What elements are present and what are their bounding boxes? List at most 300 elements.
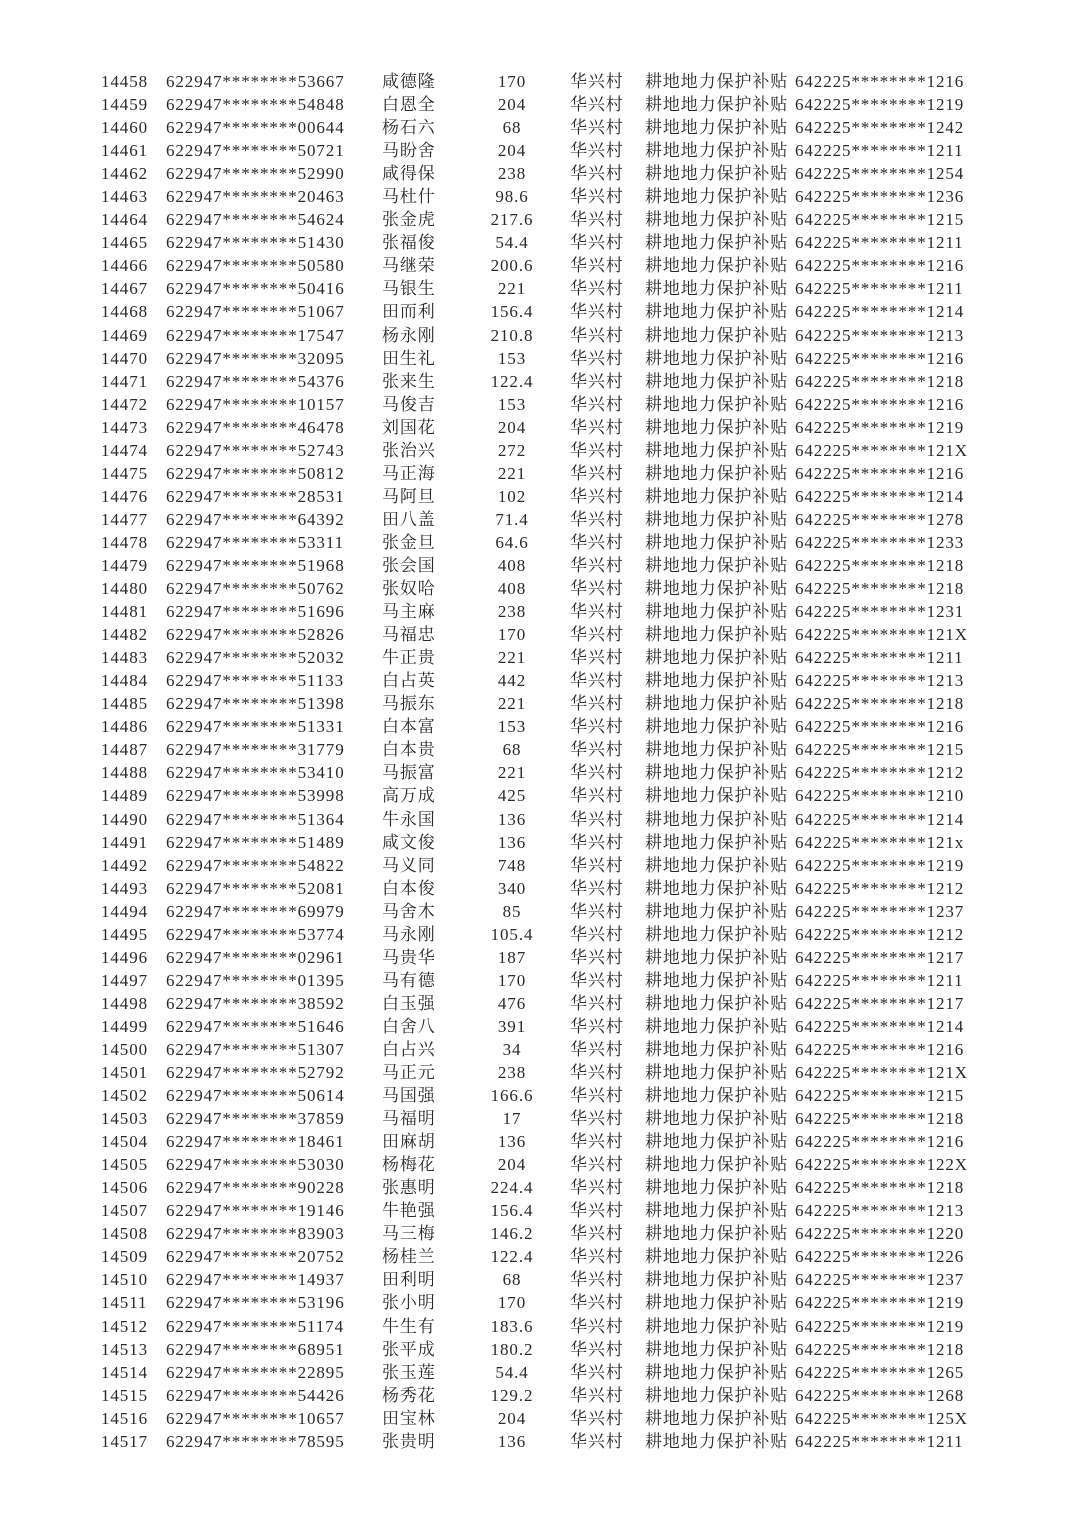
row-number-cell: 14471 [101, 371, 148, 391]
table-row [0, 1199, 1074, 1222]
account-cell: 642225********1211 [795, 970, 964, 990]
amount-cell: 68 [502, 118, 522, 138]
row-number-cell: 14462 [101, 164, 148, 184]
village-cell: 华兴村 [570, 832, 624, 852]
account-cell: 642225********1218 [795, 579, 965, 599]
id-number-cell: 622947********51174 [166, 1316, 344, 1336]
village-cell: 华兴村 [570, 970, 624, 990]
table-row [0, 1384, 1074, 1407]
program-cell: 耕地地力保护补贴 [645, 141, 789, 161]
id-number-cell: 622947********32095 [166, 348, 345, 368]
id-number-cell: 622947********22895 [166, 1362, 345, 1382]
table-row [0, 900, 1074, 923]
id-number-cell: 622947********53410 [166, 763, 345, 783]
row-number-cell: 14481 [101, 602, 148, 622]
row-number-cell: 14463 [101, 187, 148, 207]
amount-cell: 272 [497, 440, 527, 460]
row-number-cell: 14493 [101, 878, 148, 898]
row-number-cell: 14459 [101, 95, 148, 115]
id-number-cell: 622947********50762 [166, 579, 345, 599]
account-cell: 642225********1212 [795, 924, 965, 944]
account-cell: 642225********1219 [795, 1293, 965, 1313]
name-cell: 张会国 [382, 555, 436, 575]
amount-cell: 136 [497, 1431, 527, 1451]
id-number-cell: 622947********10657 [166, 1408, 345, 1428]
program-cell: 耕地地力保护补贴 [645, 302, 789, 322]
amount-cell: 748 [497, 855, 527, 875]
name-cell: 马主麻 [382, 602, 436, 622]
amount-cell: 204 [497, 1155, 527, 1175]
account-cell: 642225********1213 [795, 1201, 965, 1221]
name-cell: 杨石六 [382, 118, 436, 138]
account-cell: 642225********1214 [795, 1016, 965, 1036]
amount-cell: 408 [497, 579, 527, 599]
id-number-cell: 622947********53998 [166, 786, 345, 806]
account-cell: 642225********1218 [795, 694, 965, 714]
id-number-cell: 622947********20463 [166, 187, 345, 207]
table-row [0, 231, 1074, 254]
table-row [0, 808, 1074, 831]
amount-cell: 221 [497, 763, 527, 783]
account-cell: 642225********1217 [795, 947, 965, 967]
account-cell: 642225********1237 [795, 1270, 965, 1290]
account-cell: 642225********1216 [795, 394, 965, 414]
table-row [0, 93, 1074, 116]
row-number-cell: 14472 [101, 394, 148, 414]
id-number-cell: 622947********38592 [166, 993, 345, 1013]
name-cell: 白本贵 [382, 740, 436, 760]
name-cell: 白占英 [382, 671, 436, 691]
account-cell: 642225********1211 [795, 1431, 964, 1451]
id-number-cell: 622947********53030 [166, 1155, 345, 1175]
table-row [0, 300, 1074, 323]
row-number-cell: 14514 [101, 1362, 148, 1382]
village-cell: 华兴村 [570, 1362, 624, 1382]
id-number-cell: 622947********51307 [166, 1039, 345, 1059]
table-row [0, 485, 1074, 508]
table-row [0, 508, 1074, 531]
village-cell: 华兴村 [570, 1201, 624, 1221]
amount-cell: 153 [497, 717, 527, 737]
row-number-cell: 14502 [101, 1086, 148, 1106]
table-row [0, 370, 1074, 393]
row-number-cell: 14470 [101, 348, 148, 368]
table-row [0, 969, 1074, 992]
row-number-cell: 14509 [101, 1247, 148, 1267]
program-cell: 耕地地力保护补贴 [645, 1247, 789, 1267]
program-cell: 耕地地力保护补贴 [645, 970, 789, 990]
table-row [0, 600, 1074, 623]
account-cell: 642225********1219 [795, 95, 965, 115]
program-cell: 耕地地力保护补贴 [645, 993, 789, 1013]
program-cell: 耕地地力保护补贴 [645, 671, 789, 691]
program-cell: 耕地地力保护补贴 [645, 532, 789, 552]
account-cell: 642225********1216 [795, 717, 965, 737]
id-number-cell: 622947********50812 [166, 463, 345, 483]
program-cell: 耕地地力保护补贴 [645, 625, 789, 645]
table-row [0, 1176, 1074, 1199]
row-number-cell: 14465 [101, 233, 148, 253]
table-row [0, 738, 1074, 761]
amount-cell: 442 [497, 671, 527, 691]
amount-cell: 166.6 [490, 1086, 534, 1106]
village-cell: 华兴村 [570, 740, 624, 760]
amount-cell: 68 [502, 1270, 522, 1290]
id-number-cell: 622947********46478 [166, 417, 345, 437]
row-number-cell: 14476 [101, 486, 148, 506]
row-number-cell: 14501 [101, 1063, 148, 1083]
id-number-cell: 622947********50721 [166, 141, 345, 161]
id-number-cell: 622947********17547 [166, 325, 345, 345]
amount-cell: 217.6 [490, 210, 534, 230]
name-cell: 咸文俊 [382, 832, 436, 852]
program-cell: 耕地地力保护补贴 [645, 1385, 789, 1405]
program-cell: 耕地地力保护补贴 [645, 1293, 789, 1313]
account-cell: 642225********1216 [795, 256, 965, 276]
table-row [0, 277, 1074, 300]
amount-cell: 170 [497, 72, 527, 91]
name-cell: 马福忠 [382, 625, 436, 645]
table-row [0, 692, 1074, 715]
amount-cell: 238 [497, 164, 527, 184]
account-cell: 642225********122X [795, 1155, 968, 1175]
village-cell: 华兴村 [570, 1178, 624, 1198]
name-cell: 咸得保 [382, 164, 436, 184]
name-cell: 马三梅 [382, 1224, 436, 1244]
row-number-cell: 14486 [101, 717, 148, 737]
account-cell: 642225********1215 [795, 210, 965, 230]
account-cell: 642225********1212 [795, 763, 965, 783]
table-row [0, 992, 1074, 1015]
program-cell: 耕地地力保护补贴 [645, 832, 789, 852]
name-cell: 张玉莲 [382, 1362, 436, 1382]
amount-cell: 170 [497, 1293, 527, 1313]
account-cell: 642225********1218 [795, 371, 965, 391]
name-cell: 牛正贵 [382, 648, 436, 668]
name-cell: 田生礼 [382, 348, 436, 368]
name-cell: 马杜什 [382, 187, 436, 207]
id-number-cell: 622947********54848 [166, 95, 345, 115]
amount-cell: 340 [497, 878, 527, 898]
table-row [0, 439, 1074, 462]
name-cell: 高万成 [382, 786, 436, 806]
row-number-cell: 14494 [101, 901, 148, 921]
id-number-cell: 622947********51398 [166, 694, 345, 714]
table-row [0, 1107, 1074, 1130]
row-number-cell: 14468 [101, 302, 148, 322]
name-cell: 马正元 [382, 1063, 436, 1083]
amount-cell: 68 [502, 740, 522, 760]
account-cell: 642225********1278 [795, 509, 965, 529]
id-number-cell: 622947********54624 [166, 210, 345, 230]
id-number-cell: 622947********53196 [166, 1293, 345, 1313]
table-row [0, 116, 1074, 139]
row-number-cell: 14503 [101, 1109, 148, 1129]
village-cell: 华兴村 [570, 233, 624, 253]
amount-cell: 200.6 [490, 256, 534, 276]
row-number-cell: 14487 [101, 740, 148, 760]
id-number-cell: 622947********83903 [166, 1224, 345, 1244]
program-cell: 耕地地力保护补贴 [645, 486, 789, 506]
amount-cell: 204 [497, 1408, 527, 1428]
village-cell: 华兴村 [570, 279, 624, 299]
amount-cell: 224.4 [490, 1178, 534, 1198]
account-cell: 642225********1226 [795, 1247, 965, 1267]
id-number-cell: 622947********51696 [166, 602, 345, 622]
amount-cell: 187 [497, 947, 527, 967]
village-cell: 华兴村 [570, 164, 624, 184]
account-cell: 642225********1216 [795, 1132, 965, 1152]
id-number-cell: 622947********78595 [166, 1431, 345, 1451]
row-number-cell: 14506 [101, 1178, 148, 1198]
subsidy-table [0, 70, 1074, 1453]
id-number-cell: 622947********51646 [166, 1016, 345, 1036]
name-cell: 马舍木 [382, 901, 436, 921]
row-number-cell: 14491 [101, 832, 148, 852]
table-row [0, 324, 1074, 347]
village-cell: 华兴村 [570, 993, 624, 1013]
table-row [0, 254, 1074, 277]
table-row [0, 761, 1074, 784]
id-number-cell: 622947********18461 [166, 1132, 345, 1152]
account-cell: 642225********1211 [795, 233, 964, 253]
name-cell: 马永刚 [382, 924, 436, 944]
name-cell: 马有德 [382, 970, 436, 990]
row-number-cell: 14482 [101, 625, 148, 645]
table-row [0, 531, 1074, 554]
amount-cell: 85 [502, 901, 522, 921]
program-cell: 耕地地力保护补贴 [645, 809, 789, 829]
account-cell: 642225********1213 [795, 325, 965, 345]
id-number-cell: 622947********54376 [166, 371, 345, 391]
name-cell: 张惠明 [382, 1178, 436, 1198]
village-cell: 华兴村 [570, 1039, 624, 1059]
table-row [0, 462, 1074, 485]
account-cell: 642225********1216 [795, 348, 965, 368]
name-cell: 咸德隆 [382, 72, 436, 91]
village-cell: 华兴村 [570, 555, 624, 575]
amount-cell: 122.4 [490, 1247, 534, 1267]
account-cell: 642225********1216 [795, 72, 965, 91]
amount-cell: 221 [497, 463, 527, 483]
row-number-cell: 14499 [101, 1016, 148, 1036]
program-cell: 耕地地力保护补贴 [645, 786, 789, 806]
village-cell: 华兴村 [570, 256, 624, 276]
account-cell: 642225********1218 [795, 1339, 965, 1359]
account-cell: 642225********1254 [795, 164, 965, 184]
id-number-cell: 622947********53311 [166, 532, 344, 552]
id-number-cell: 622947********20752 [166, 1247, 345, 1267]
name-cell: 白本俊 [382, 878, 436, 898]
row-number-cell: 14460 [101, 118, 148, 138]
id-number-cell: 622947********00644 [166, 118, 345, 138]
program-cell: 耕地地力保护补贴 [645, 1039, 789, 1059]
village-cell: 华兴村 [570, 302, 624, 322]
name-cell: 张福俊 [382, 233, 436, 253]
program-cell: 耕地地力保护补贴 [645, 579, 789, 599]
account-cell: 642225********1216 [795, 1039, 965, 1059]
amount-cell: 425 [497, 786, 527, 806]
village-cell: 华兴村 [570, 1316, 624, 1336]
village-cell: 华兴村 [570, 878, 624, 898]
row-number-cell: 14496 [101, 947, 148, 967]
program-cell: 耕地地力保护补贴 [645, 233, 789, 253]
program-cell: 耕地地力保护补贴 [645, 694, 789, 714]
table-row [0, 1268, 1074, 1291]
village-cell: 华兴村 [570, 486, 624, 506]
table-row [0, 577, 1074, 600]
id-number-cell: 622947********52081 [166, 878, 345, 898]
account-cell: 642225********1219 [795, 855, 965, 875]
amount-cell: 98.6 [495, 187, 529, 207]
amount-cell: 221 [497, 648, 527, 668]
program-cell: 耕地地力保护补贴 [645, 256, 789, 276]
village-cell: 华兴村 [570, 648, 624, 668]
program-cell: 耕地地力保护补贴 [645, 1178, 789, 1198]
name-cell: 田利明 [382, 1270, 436, 1290]
name-cell: 马银生 [382, 279, 436, 299]
name-cell: 张金旦 [382, 532, 436, 552]
village-cell: 华兴村 [570, 924, 624, 944]
program-cell: 耕地地力保护补贴 [645, 371, 789, 391]
row-number-cell: 14466 [101, 256, 148, 276]
program-cell: 耕地地力保护补贴 [645, 1086, 789, 1106]
account-cell: 642225********1215 [795, 1086, 965, 1106]
name-cell: 刘国花 [382, 417, 436, 437]
row-number-cell: 14515 [101, 1385, 148, 1405]
row-number-cell: 14475 [101, 463, 148, 483]
id-number-cell: 622947********31779 [166, 740, 345, 760]
program-cell: 耕地地力保护补贴 [645, 95, 789, 115]
table-row [0, 416, 1074, 439]
id-number-cell: 622947********53667 [166, 72, 345, 91]
name-cell: 田而利 [382, 302, 436, 322]
amount-cell: 221 [497, 279, 527, 299]
program-cell: 耕地地力保护补贴 [645, 648, 789, 668]
name-cell: 田麻胡 [382, 1132, 436, 1152]
village-cell: 华兴村 [570, 625, 624, 645]
account-cell: 642225********1233 [795, 532, 965, 552]
id-number-cell: 622947********90228 [166, 1178, 345, 1198]
table-row [0, 1338, 1074, 1361]
table-row [0, 554, 1074, 577]
row-number-cell: 14516 [101, 1408, 148, 1428]
id-number-cell: 622947********69979 [166, 901, 345, 921]
program-cell: 耕地地力保护补贴 [645, 1016, 789, 1036]
amount-cell: 156.4 [490, 302, 534, 322]
row-number-cell: 14512 [101, 1316, 148, 1336]
account-cell: 642225********1220 [795, 1224, 965, 1244]
program-cell: 耕地地力保护补贴 [645, 72, 789, 91]
program-cell: 耕地地力保护补贴 [645, 717, 789, 737]
account-cell: 642225********1231 [795, 602, 965, 622]
amount-cell: 153 [497, 394, 527, 414]
amount-cell: 210.8 [490, 325, 534, 345]
id-number-cell: 622947********01395 [166, 970, 345, 990]
account-cell: 642225********1214 [795, 809, 965, 829]
table-row [0, 784, 1074, 807]
program-cell: 耕地地力保护补贴 [645, 1109, 789, 1129]
village-cell: 华兴村 [570, 1408, 624, 1428]
village-cell: 华兴村 [570, 1270, 624, 1290]
amount-cell: 221 [497, 694, 527, 714]
village-cell: 华兴村 [570, 855, 624, 875]
village-cell: 华兴村 [570, 325, 624, 345]
account-cell: 642225********1237 [795, 901, 965, 921]
amount-cell: 136 [497, 832, 527, 852]
amount-cell: 64.6 [495, 532, 529, 552]
id-number-cell: 622947********51968 [166, 555, 345, 575]
amount-cell: 129.2 [490, 1385, 534, 1405]
village-cell: 华兴村 [570, 1385, 624, 1405]
name-cell: 白恩全 [382, 95, 436, 115]
village-cell: 华兴村 [570, 532, 624, 552]
name-cell: 牛生有 [382, 1316, 436, 1336]
name-cell: 马正海 [382, 463, 436, 483]
table-row [0, 1061, 1074, 1084]
amount-cell: 170 [497, 625, 527, 645]
amount-cell: 476 [497, 993, 527, 1013]
program-cell: 耕地地力保护补贴 [645, 1362, 789, 1382]
name-cell: 马振东 [382, 694, 436, 714]
name-cell: 白占兴 [382, 1039, 436, 1059]
table-row [0, 854, 1074, 877]
amount-cell: 204 [497, 417, 527, 437]
name-cell: 白玉强 [382, 993, 436, 1013]
village-cell: 华兴村 [570, 694, 624, 714]
account-cell: 642225********1265 [795, 1362, 965, 1382]
name-cell: 马贵华 [382, 947, 436, 967]
row-number-cell: 14467 [101, 279, 148, 299]
table-row [0, 1430, 1074, 1453]
program-cell: 耕地地力保护补贴 [645, 878, 789, 898]
name-cell: 田八盖 [382, 509, 436, 529]
name-cell: 马义同 [382, 855, 436, 875]
table-row [0, 1038, 1074, 1061]
row-number-cell: 14498 [101, 993, 148, 1013]
amount-cell: 204 [497, 95, 527, 115]
village-cell: 华兴村 [570, 141, 624, 161]
row-number-cell: 14508 [101, 1224, 148, 1244]
name-cell: 马福明 [382, 1109, 436, 1129]
account-cell: 642225********1217 [795, 993, 965, 1013]
village-cell: 华兴村 [570, 95, 624, 115]
amount-cell: 54.4 [495, 233, 529, 253]
id-number-cell: 622947********37859 [166, 1109, 345, 1129]
program-cell: 耕地地力保护补贴 [645, 1132, 789, 1152]
row-number-cell: 14473 [101, 417, 148, 437]
row-number-cell: 14469 [101, 325, 148, 345]
id-number-cell: 622947********02961 [166, 947, 345, 967]
village-cell: 华兴村 [570, 786, 624, 806]
name-cell: 田宝林 [382, 1408, 436, 1428]
village-cell: 华兴村 [570, 1016, 624, 1036]
table-row [0, 70, 1074, 93]
row-number-cell: 14458 [101, 72, 148, 91]
amount-cell: 122.4 [490, 371, 534, 391]
amount-cell: 180.2 [490, 1339, 534, 1359]
name-cell: 马俊吉 [382, 394, 436, 414]
table-row [0, 1153, 1074, 1176]
program-cell: 耕地地力保护补贴 [645, 740, 789, 760]
account-cell: 642225********121X [795, 1063, 968, 1083]
program-cell: 耕地地力保护补贴 [645, 463, 789, 483]
village-cell: 华兴村 [570, 1224, 624, 1244]
name-cell: 白舍八 [382, 1016, 436, 1036]
amount-cell: 71.4 [495, 509, 529, 529]
village-cell: 华兴村 [570, 463, 624, 483]
row-number-cell: 14489 [101, 786, 148, 806]
